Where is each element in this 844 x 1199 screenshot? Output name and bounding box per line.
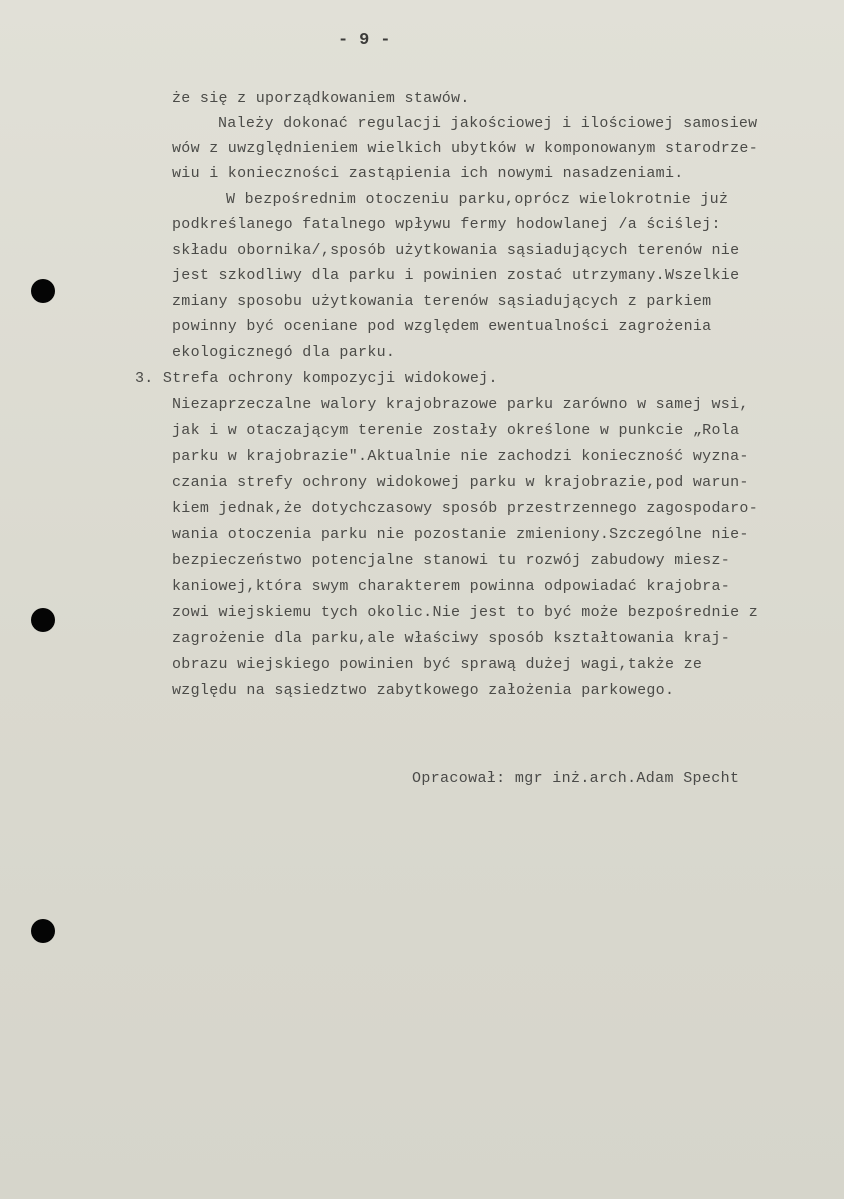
text-line: powinny być oceniane pod względem ewentualności zagrożenia [172,318,712,335]
signature-line: Opracował: mgr inż.arch.Adam Specht [412,770,740,787]
text-line: składu obornika/,sposób użytkowania sąsiadujących terenów nie [172,242,740,259]
text-line: wów z uwzględnieniem wielkich ubytków w komponowanym starodrze- [172,140,758,157]
text-line: bezpieczeństwo potencjalne stanowi tu rozwój zabudowy miesz- [172,552,731,569]
text-line: kiem jednak,że dotychczasowy sposób przestrzennego zagospodaro- [172,500,758,517]
text-line: jest szkodliwy dla parku i powinien zostać utrzymany.Wszelkie [172,267,740,284]
text-line: zagrożenie dla parku,ale właściwy sposób kształtowania kraj- [172,630,731,647]
text-line: zmiany sposobu użytkowania terenów sąsiadujących z parkiem [172,293,712,310]
section-heading: 3. Strefa ochrony kompozycji widokowej. [135,370,498,387]
text-line: obrazu wiejskiego powinien być sprawą dużej wagi,także ze [172,656,703,673]
text-line: parku w krajobrazie".Aktualnie nie zachodzi konieczność wyzna- [172,448,749,465]
text-line: wania otoczenia parku nie pozostanie zmieniony.Szczególne nie- [172,526,749,543]
punch-hole-middle [31,608,55,632]
text-line: wiu i konieczności zastąpienia ich nowymi nasadzeniami. [172,165,684,182]
text-line: że się z uporządkowaniem stawów. [172,90,470,107]
text-line: W bezpośrednim otoczeniu parku,oprócz wielokrotnie już [226,191,729,208]
text-line: Należy dokonać regulacji jakościowej i ilościowej samosiew [218,115,758,132]
text-line: kaniowej,która swym charakterem powinna odpowiadać krajobra- [172,578,731,595]
text-line: czania strefy ochrony widokowej parku w krajobrazie,pod warun- [172,474,749,491]
text-line: jak i w otaczającym terenie zostały określone w punkcie „Rola [172,422,740,439]
page-number: - 9 - [338,31,391,50]
text-line: Niezaprzeczalne walory krajobrazowe parku zarówno w samej wsi, [172,396,749,413]
punch-hole-bottom [31,919,55,943]
text-line: ekologicznegó dla parku. [172,344,396,361]
text-line: zowi wiejskiemu tych okolic.Nie jest to być może bezpośrednie z [172,604,758,621]
text-line: względu na sąsiedztwo zabytkowego założenia parkowego. [172,682,675,699]
text-line: podkreślanego fatalnego wpływu fermy hodowlanej /a ściślej: [172,216,721,233]
punch-hole-top [31,279,55,303]
